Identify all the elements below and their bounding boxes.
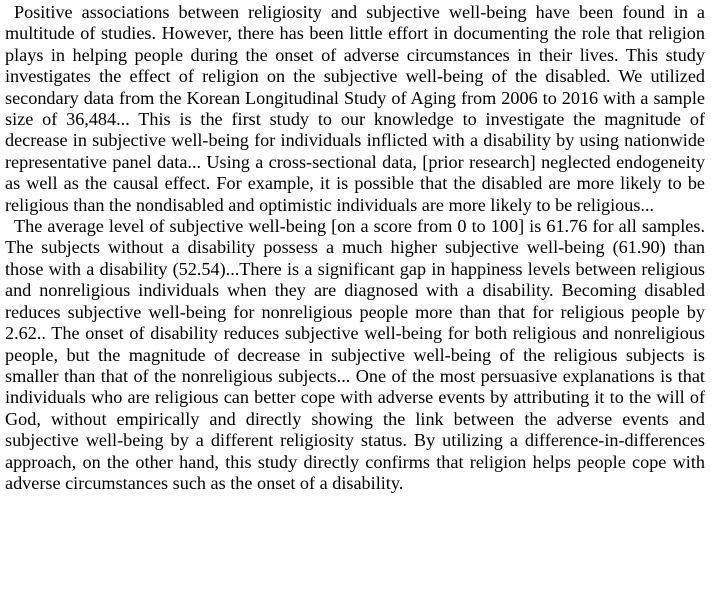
paragraph-study-overview: Positive associations between religiosity and subjective well-being have been found in a multitude of studies. However, there has been little effort in documenting the role that religion plays in helping people during the onset of adverse circumstances in their lives. This study investigates the effect of religion on the subjective well-being of the disabled. We utilized secondary data from the Korean Longitudinal Study of Aging from 2006 to 2016 with a sample size of 36,484... This is the first study to our knowledge to investigate the magnitude of decrease in subjective well-being for individuals inflicted with a disability by using nationwide representative panel data... Using a cross-sectional data, [prior research] neglected endogeneity as well as the causal effect. For example, it is possible that the disabled are more likely to be religious than the nondisabled and optimistic individuals are more likely to be religious... <box>5 2 705 215</box>
document-body <box>5 2 705 494</box>
paragraph-findings: The average level of subjective well-being [on a score from 0 to 100] is 61.76 for all samples. The subjects without a disability possess a much higher subjective well-being (61.90) than those with a disability (52.54)...There is a significant gap in happiness levels between religious and nonreligious individuals when they are diagnosed with a disability. Becoming disabled reduces subjective well-being for nonreligious people more than that for religious people by 2.62.. The onset of disability reduces subjective well-being for both religious and nonreligious people, but the magnitude of decrease in subjective well-being of the religious subjects is smaller than that of the nonreligious subjects... One of the most persuasive explanations is that individuals who are religious can better cope with adverse events by attributing it to the will of God, without empirically and directly showing the link between the adverse events and subjective well-being by a different religiosity status. By utilizing a difference-in-differences approach, on the other hand, this study directly confirms that religion helps people cope with adverse circumstances such as the onset of a disability. <box>5 216 705 493</box>
